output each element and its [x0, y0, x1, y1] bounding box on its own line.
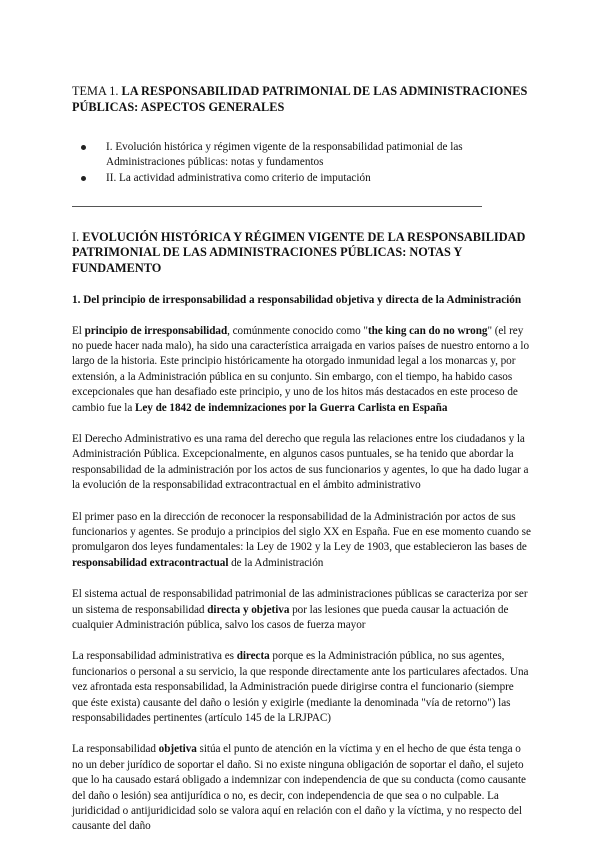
- horizontal-divider: [72, 206, 482, 207]
- document-page: [72, 84, 532, 835]
- subsection-prefix: 1.: [72, 294, 84, 306]
- text-run: El Derecho Administrativo es una rama del derecho que regula las relaciones entre los ciudadanos y la Administración Pública. Excepcionalmente, en algunos casos puntuales, se ha tenido que abordar la responsabilidad de la administración por los actos de sus funcionarios y agentes, lo que ha dado lugar a la evolución de la responsabilidad extracontractual en el ámbito administrativo: [72, 432, 529, 492]
- paragraph-5: [72, 649, 532, 726]
- section-prefix: I.: [72, 229, 83, 244]
- section-title-text: EVOLUCIÓN HISTÓRICA Y RÉGIMEN VIGENTE DE LA RESPONSABILIDAD PATRIMONIAL DE LAS ADMINISTRACIONES PÚBLICAS: NOTAS Y FUNDAMENTO: [72, 229, 526, 275]
- bold-term: objetiva: [158, 743, 197, 756]
- paragraph-1: [72, 324, 532, 416]
- bullet-icon: [81, 176, 86, 181]
- bold-term: Ley de 1842 de indemnizaciones por la Guerra Carlista en España: [134, 401, 448, 414]
- text-run: El sistema actual de responsabilidad patrimonial de las administraciones públicas se caracteriza por ser un sistema de responsabilidad: [72, 588, 528, 616]
- paragraph-2: [72, 432, 532, 494]
- bold-term: principio de irresponsabilidad: [84, 324, 228, 337]
- paragraph-6: [72, 742, 532, 834]
- text-run: porque es la Administración pública, no sus agentes, funcionarios o personal a su servicio, la que responde directamente ante los particulares afectados. Una vez afrontada esta responsabilidad, la Administración puede dirigirse contra el funcionario (siempre que éste exista) causante del daño o lesión y exigirle (mediante la denominada "vía de retorno") las responsabilidades pertinentes (artículo 145 de la LRJPAC): [72, 650, 529, 725]
- toc-item: [106, 140, 532, 169]
- toc-item-label: I. Evolución histórica y régimen vigente de la responsabilidad patimonial de las Administraciones públicas: notas y fundamentos: [106, 141, 463, 168]
- paragraph-4: [72, 587, 532, 633]
- bold-term: directa: [236, 650, 270, 663]
- text-run: de la Administración: [228, 556, 324, 569]
- text-run: " (el rey no puede hacer nada malo), ha sido una característica arraigada en varios países de nuestro entorno a lo largo de la historia. Este principio históricamente ha otorgado inmunidad legal a los monarcas y, por extensión, a la Administración pública en su conjunto. Sin embargo, con el tiempo, ha habido casos excepcionales que han desafiado este principio, y uno de los hitos más destacados en este proceso de cambio fue la: [72, 324, 530, 414]
- text-run: por las lesiones que pueda causar la actuación de cualquier Administración pública, salvo los casos de fuerza mayor: [72, 603, 509, 631]
- section-heading: [72, 230, 532, 277]
- title-prefix: TEMA 1.: [72, 84, 122, 98]
- subsection-heading: [72, 293, 532, 308]
- subsection-title-text: Del principio de irresponsabilidad a responsabilidad objetiva y directa de la Administración: [83, 294, 522, 306]
- table-of-contents: [72, 140, 532, 186]
- text-run: , comúnmente conocido como ": [227, 324, 368, 337]
- bold-term: responsabilidad extracontractual: [72, 556, 229, 569]
- paragraph-3: [72, 510, 532, 572]
- text-run: sitúa el punto de atención en la víctima y en el hecho de que ésta tenga o no un deber jurídico de soportar el daño. Si no existe ninguna obligación de soportar el daño, el sujeto que lo ha causado estará obligado a indemnizar con independencia de que su conducta (como causante del daño o lesión) sea antijurídica o no, es decir, con independencia de que sea o no culpable. La juridicidad o antijuridicidad solo se valora aquí en relación con el daño y la víctima, y no respecto del causante del daño: [72, 743, 526, 833]
- bold-term: directa y objetiva: [207, 603, 290, 616]
- bullet-icon: [81, 145, 86, 150]
- toc-item: [106, 171, 532, 186]
- text-run: La responsabilidad: [72, 743, 159, 756]
- bold-term: the king can do no wrong: [367, 324, 488, 337]
- title-text: LA RESPONSABILIDAD PATRIMONIAL DE LAS ADMINISTRACIONES PÚBLICAS: ASPECTOS GENERALES: [72, 84, 528, 114]
- text-run: La responsabilidad administrativa es: [72, 650, 237, 663]
- document-title: [72, 84, 532, 115]
- toc-item-label: II. La actividad administrativa como criterio de imputación: [106, 172, 371, 184]
- text-run: El primer paso en la dirección de reconocer la responsabilidad de la Administración por actos de sus funcionarios y agentes. Se produjo a principios del siglo XX en España. Fue en ese momento cuando se promulgaron dos leyes fundamentales: la Ley de 1902 y la Ley de 1903, que establecieron las bases de: [72, 510, 531, 554]
- text-run: El: [72, 324, 85, 337]
